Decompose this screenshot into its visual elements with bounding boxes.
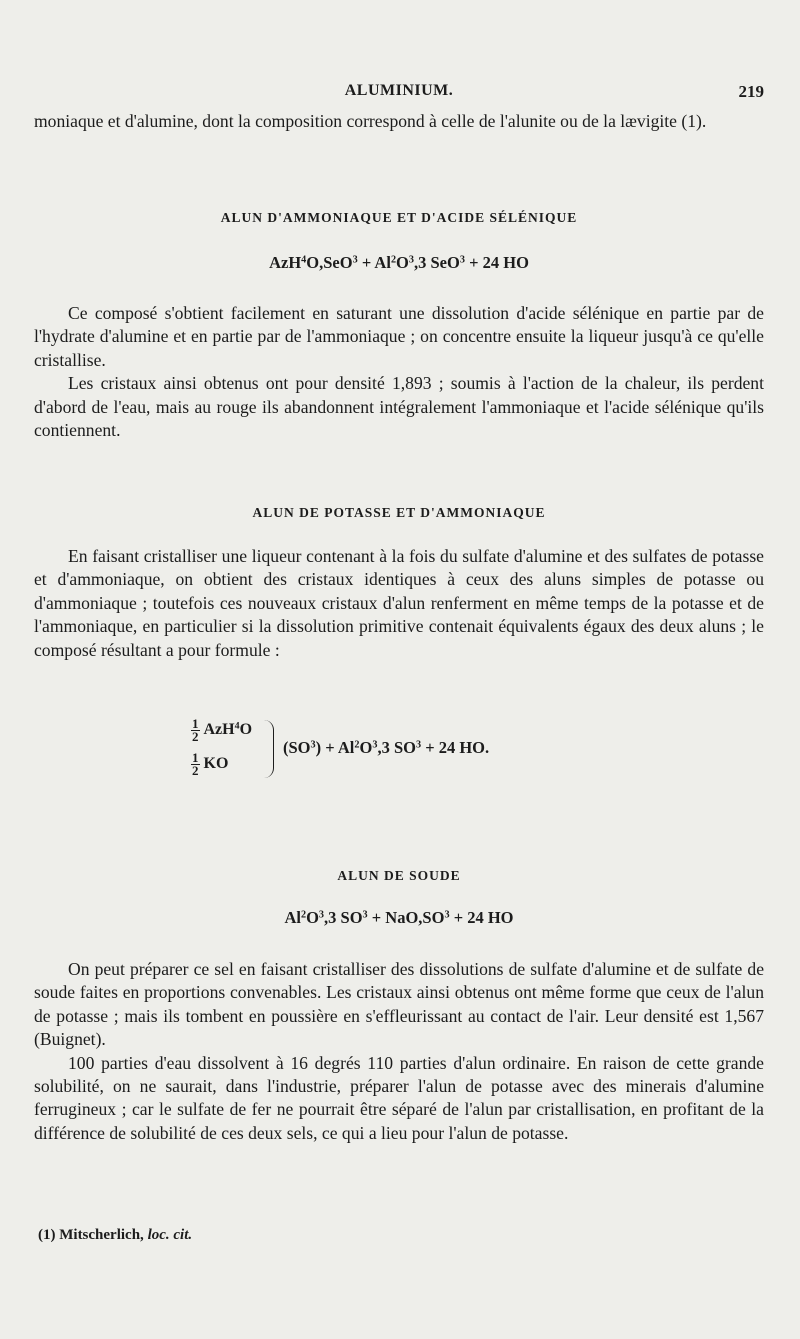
paragraph: Les cristaux ainsi obtenus ont pour densité 1,893 ; soumis à l'action de la chaleur, ils perdent d'abord de l'eau, mais au rouge ils abandonnent intégralement l'ammoniaque et l'acide sélénique qu'ils contiennent. <box>34 373 764 441</box>
fraction-one-half: $\frac{1}{2}$ <box>192 750 199 778</box>
paragraph: On peut préparer ce sel en faisant cristalliser des dissolutions de sulfate d'alumine et de sulfate de soude faites en proportions convenables. Les cristaux ainsi obtenus ont même forme que ceux de l'alun de potasse ; mais ils tombent en poussière en s'effleurissant au contact de l'air. Leur densité est 1,567 (Buignet). <box>34 959 764 1050</box>
page-number: 219 <box>738 82 764 101</box>
paragraph: 100 parties d'eau dissolvent à 16 degrés 110 parties d'alun ordinaire. En raison de cette grande solubilité, on ne saurait, dans l'industrie, préparer l'alun de potasse avec des minerais d'alumine ferrugineux ; car le sulfate de fer ne pourrait être séparé de l'alun par cristallisation, en profitant de la différence de solubilité de ces deux sels, ce qui a lieu pour l'alun de potasse. <box>34 1052 764 1143</box>
section-heading-potash-ammonia-alum: ALUN DE POTASSE ET D'AMMONIAQUE <box>252 505 546 520</box>
intro-paragraph <box>34 110 764 133</box>
formula-remainder: $(SO^3) + Al^2O^3,3$ $SO^3 + 24$ HO. <box>283 738 490 757</box>
formula-potash-ammonia-alum <box>191 718 631 782</box>
paragraph: Ce composé s'obtient facilement en saturant une dissolution d'acide sélénique en partie par de l'hydrate d'alumine et en partie par de l'ammoniaque ; on concentre ensuite la liqueur jusqu'à ce qu'elle cristallise. <box>34 303 764 370</box>
section-heading-soda-alum: ALUN DE SOUDE <box>337 868 461 883</box>
formula-selenic-alum: $AzH^4O,SeO^3 + Al^2O^3,3$ SeO$^3$ + 24 HO <box>269 253 529 272</box>
fraction-one-half: $\frac{1}{2}$ <box>192 716 199 744</box>
formula-soda-alum: $Al^2O^3,3$ $SO^3 + NaO,SO^3 + 24$ HO <box>284 908 514 927</box>
formula-row-potash: $\frac{1}{2}$ KO <box>192 750 229 778</box>
soda-alum-text <box>34 958 764 1145</box>
formula-row-ammonium: $\frac{1}{2}$ AzH$^4$O <box>192 716 253 744</box>
intro-text: moniaque et d'alumine, dont la composition correspond à celle de l'alunite ou de la lævigite (1). <box>34 111 707 131</box>
running-header <box>34 82 764 104</box>
footnote: (1) Mitscherlich, loc. cit. <box>38 1227 193 1243</box>
potash-ammonia-alum-text <box>34 545 764 662</box>
running-title: ALUMINIUM. <box>344 82 454 99</box>
selenic-alum-text <box>34 302 764 442</box>
brace-symbol <box>263 720 274 778</box>
paragraph: En faisant cristalliser une liqueur contenant à la fois du sulfate d'alumine et des sulfates de potasse et d'ammoniaque, on obtient des cristaux identiques à ceux des aluns simples de potasse ou d'ammoniaque ; toutefois ces nouveaux cristaux d'alun renferment en même temps de la potasse et de l'ammoniaque, en particulier si la dissolution primitive contenait équivalents égaux des deux aluns ; le composé résultant a pour formule : <box>34 546 764 660</box>
section-heading-selenic-alum: ALUN D'AMMONIAQUE ET D'ACIDE SÉLÉNIQUE <box>220 210 578 225</box>
